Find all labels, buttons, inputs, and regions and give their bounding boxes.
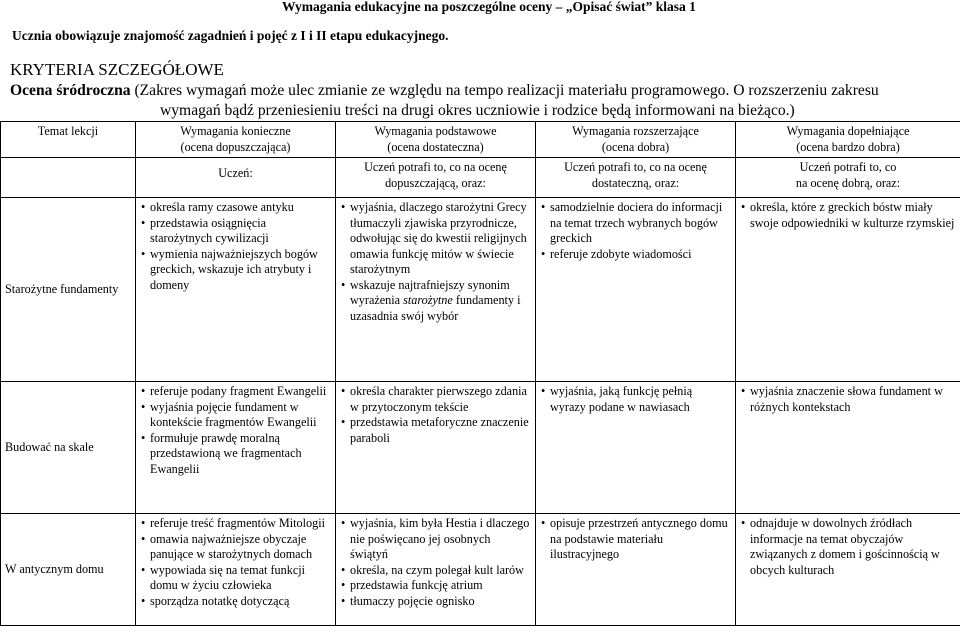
table-lead-row	[1, 158, 960, 198]
lead-topic-empty	[1, 158, 136, 198]
requirement-item: • określa ramy czasowe antyku	[150, 200, 331, 216]
requirements-list	[340, 200, 531, 324]
header-topic: Temat lekcji	[1, 122, 136, 158]
requirements-list	[340, 384, 531, 446]
requirement-item: • wyjaśnia, dlaczego starożytni Grecy tłumaczyli zjawiska przyrodnicze, odwołując się do kwestii religijnych	[350, 200, 531, 247]
requirements-list	[540, 516, 731, 563]
lead-c4-line2: na ocenę dobrą, oraz:	[740, 176, 956, 192]
table-row	[1, 382, 960, 514]
requirements-list	[740, 516, 956, 578]
lead-c2-line1: Uczeń potrafi to, co na ocenę	[340, 160, 531, 176]
lead-c3	[536, 158, 736, 198]
requirements-list	[540, 384, 731, 415]
requirement-item: • wyjaśnia pojęcie fundament w kontekście fragmentów Ewangelii	[150, 400, 331, 431]
criteria-title: KRYTERIA SZCZEGÓŁOWE	[10, 60, 224, 80]
requirement-item: • wypowiada się na temat funkcji domu w życiu człowieka	[150, 563, 331, 594]
requirement-item: • samodzielnie dociera do informacji na temat trzech wybranych bogów greckich	[550, 200, 731, 247]
requirement-item: • odnajduje w dowolnych źródłach informacje na temat obyczajów związanych z domem i gościnnością w obcych kulturach	[750, 516, 956, 578]
document-subheader: Uczniа obowiązuje znajomość zagadnień i pojęć z I i II etapu edukacyjnego.	[12, 28, 448, 44]
requirement-item: • wymienia najważniejszych bogów greckich, wskazuje ich atrybuty i domeny	[150, 247, 331, 294]
requirement-item: • określa, które z greckich bóstw miały swoje odpowiedniki w kulturze rzymskiej	[750, 200, 956, 231]
requirements-cell-c3	[536, 382, 736, 514]
header-c3-grade: (ocena dobra)	[540, 140, 731, 156]
header-c2-grade: (ocena dostateczna)	[340, 140, 531, 156]
lead-c4-line1: Uczeń potrafi to, co	[740, 160, 956, 176]
row-topic: Budować na skale	[1, 382, 136, 514]
requirement-item: • formułuje prawdę moralną przedstawioną we fragmentach Ewangelii	[150, 431, 331, 478]
requirement-item: • wyjaśnia znaczenie słowa fundament w różnych kontekstach	[750, 384, 956, 415]
ocena-note-line2: wymagań bądź przeniesieniu treści na drugi okres uczniowie i rodzice będą informowani na bieżąco.)	[10, 101, 958, 121]
lead-c4	[736, 158, 960, 198]
requirements-cell-c1	[136, 198, 336, 382]
document-header-title: Wymagania edukacyjne na poszczególne oceny – „Opisać świat” klasa 1	[282, 0, 696, 15]
header-c3	[536, 122, 736, 158]
ocena-description	[10, 81, 958, 121]
requirement-item: • opisuje przestrzeń antycznego domu na podstawie materiału ilustracyjnego	[550, 516, 731, 563]
requirements-cell-c2	[336, 198, 536, 382]
header-c1-title: Wymagania konieczne	[140, 124, 331, 140]
lead-c2	[336, 158, 536, 198]
requirement-item: • określa charakter pierwszego zdania w przytoczonym tekście	[350, 384, 531, 415]
lead-c2-line2: dopuszczającą, oraz:	[340, 176, 531, 192]
header-c1-grade: (ocena dopuszczająca)	[140, 140, 331, 156]
requirements-list	[540, 200, 731, 262]
row-topic: Starożytne fundamenty	[1, 198, 136, 382]
header-c3-title: Wymagania rozszerzające	[540, 124, 731, 140]
requirement-item: • określa, na czym polegał kult larów	[350, 563, 531, 579]
requirements-list	[140, 516, 331, 609]
ocena-note-line1: (Zakres wymagań może ulec zmianie ze względu na tempo realizacji materiału programowego. O rozszerzeniu zakresu	[131, 82, 879, 99]
requirement-item: • przedstawia funkcję atrium	[350, 578, 531, 594]
header-c1	[136, 122, 336, 158]
lead-c1: Uczeń:	[136, 158, 336, 198]
requirement-item: • przedstawia metaforyczne znaczenie paraboli	[350, 415, 531, 446]
requirement-item: • wyjaśnia, jaką funkcję pełnią wyrazy podane w nawiasach	[550, 384, 731, 415]
requirements-cell-c4	[736, 382, 960, 514]
requirements-cell-c1	[136, 514, 336, 626]
requirement-item: • wskazuje najtrafniejszy synonim wyrażenia starożytne fundamenty i uzasadnia swój wybór	[350, 278, 531, 325]
requirements-cell-c2	[336, 382, 536, 514]
requirements-table	[0, 121, 960, 626]
requirements-cell-c4	[736, 514, 960, 626]
header-c4-grade: (ocena bardzo dobra)	[740, 140, 956, 156]
requirements-cell-c3	[536, 514, 736, 626]
requirements-cell-c4	[736, 198, 960, 382]
requirement-item: • sporządza notatkę dotyczącą	[150, 594, 331, 610]
header-c4-title: Wymagania dopełniające	[740, 124, 956, 140]
table-row	[1, 514, 960, 626]
requirements-list	[140, 200, 331, 293]
header-c2-title: Wymagania podstawowe	[340, 124, 531, 140]
requirements-list	[340, 516, 531, 609]
ocena-label: Ocena śródroczna	[10, 82, 131, 99]
requirements-list	[740, 384, 956, 415]
requirements-cell-c1	[136, 382, 336, 514]
row-topic: W antycznym domu	[1, 514, 136, 626]
requirements-cell-c2	[336, 514, 536, 626]
lead-c3-line1: Uczeń potrafi to, co na ocenę	[540, 160, 731, 176]
table-row	[1, 198, 960, 382]
requirement-item: • przedstawia osiągnięcia starożytnych cywilizacji	[150, 216, 331, 247]
requirement-item: • referuje treść fragmentów Mitologii	[150, 516, 331, 532]
header-c4	[736, 122, 960, 158]
italic-term: starożytne	[403, 293, 453, 307]
requirement-item: • omawia najważniejsze obyczaje panujące w starożytnych domach	[150, 532, 331, 563]
requirement-item: omawia funkcję mitów w świecie starożytnym	[350, 247, 531, 278]
table-header-row	[1, 122, 960, 158]
header-c2	[336, 122, 536, 158]
requirement-item: • referuje podany fragment Ewangelii	[150, 384, 331, 400]
requirements-list	[140, 384, 331, 477]
table-body	[1, 198, 960, 626]
requirement-item: • tłumaczy pojęcie ognisko	[350, 594, 531, 610]
requirement-item: • referuje zdobyte wiadomości	[550, 247, 731, 263]
requirements-cell-c3	[536, 198, 736, 382]
requirement-item: • wyjaśnia, kim była Hestia i dlaczego nie poświęcano jej osobnych świątyń	[350, 516, 531, 563]
requirements-list	[740, 200, 956, 231]
lead-c3-line2: dostateczną, oraz:	[540, 176, 731, 192]
